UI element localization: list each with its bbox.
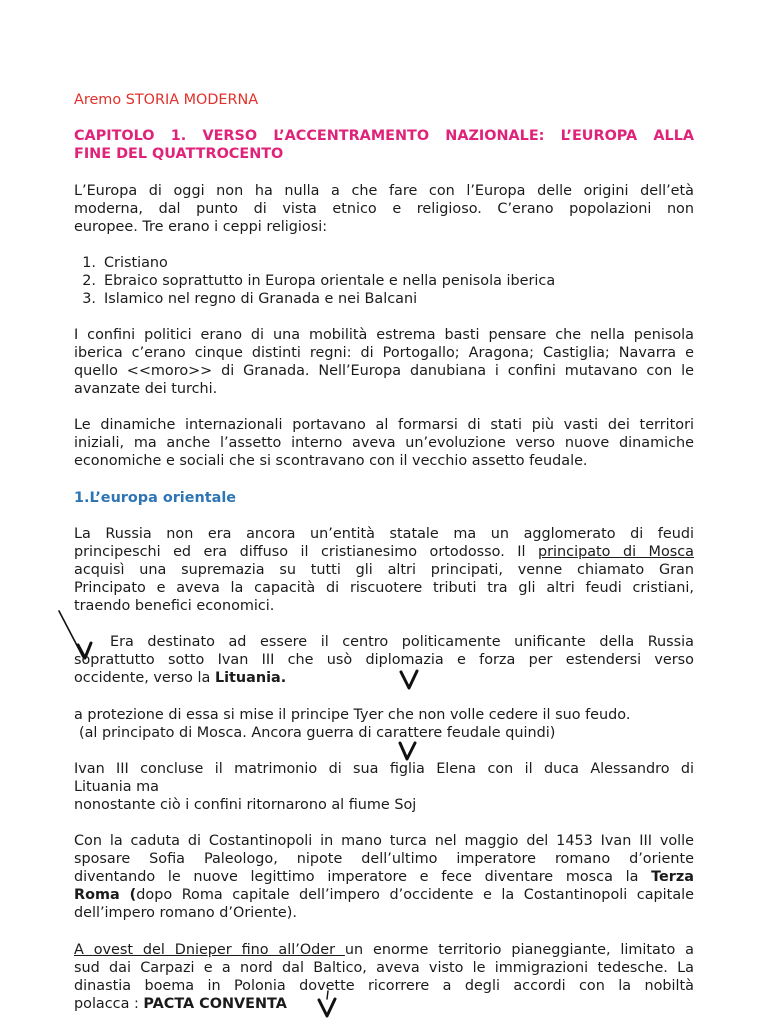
- paragraph-line: [74, 543, 694, 561]
- text-run: diventando le nuove legittimo imperatore e fece diventare mosca la: [74, 869, 652, 885]
- paragraph-line: Principato e aveva la capacità di riscuotere tributi tra gli altri feudi cristiani,: [74, 580, 694, 596]
- paragraph-line: sud dai Carpazi e a nord dal Baltico, aveva visto le immigrazioni tedesche. La: [74, 960, 694, 976]
- paragraph-line: acquisì una supremazia su tutti gli altri principati, venne chiamato Gran: [74, 562, 694, 578]
- section-heading: 1.L’europa orientale: [74, 490, 237, 506]
- paragraph-line: moderna, dal punto di vista etnico e religioso. C’erano popolazioni non: [74, 201, 694, 217]
- text-run: occidente, verso la: [74, 670, 215, 686]
- paragraph-line: nonostante ciò i confini ritornarono al fiume Soj: [74, 797, 417, 813]
- paragraph-line: avanzate dei turchi.: [74, 381, 218, 397]
- bold-term: Terza: [651, 869, 694, 885]
- underlined-phrase: principato di Mosca: [537, 544, 694, 560]
- paragraph-line: [74, 995, 694, 1013]
- list-item-text: Ebraico soprattutto in Europa orientale e nella penisola iberica: [104, 273, 556, 289]
- list-item: [72, 290, 692, 308]
- paragraph-line: [74, 669, 694, 687]
- checkmark-icon: [400, 743, 415, 759]
- paragraph-line: [74, 886, 694, 904]
- paragraph-line: Era destinato ad essere il centro politicamente unificante della Russia: [110, 634, 694, 650]
- paragraph-line: (al principato di Mosca. Ancora guerra di carattere feudale quindi): [79, 725, 556, 741]
- chapter-title-line: FINE DEL QUATTROCENTO: [74, 146, 284, 162]
- paragraph-line: I confini politici erano di una mobilità estrema basti pensare che nella penisola: [74, 327, 694, 343]
- list-number: 3.: [82, 291, 96, 307]
- paragraph-line: sposare Sofia Paleologo, nipote dell’ultimo imperatore romano d’oriente: [74, 851, 694, 867]
- chapter-title-line: CAPITOLO 1. VERSO L’ACCENTRAMENTO NAZIONALE: L’EUROPA ALLA: [74, 128, 694, 144]
- paragraph-line: [74, 868, 694, 886]
- text-run: principeschi ed era diffuso il cristianesimo ortodosso. Il: [74, 544, 538, 560]
- paragraph-line: Con la caduta di Costantinopoli in mano turca nel maggio del 1453 Ivan III volle: [74, 833, 694, 849]
- bold-term: Lituania.: [214, 670, 287, 686]
- bold-term: PACTA CONVENTA: [143, 996, 287, 1012]
- paragraph-line: [74, 941, 694, 959]
- paragraph-line: dell’impero romano d’Oriente).: [74, 905, 297, 921]
- underlined-phrase: A ovest del Dnieper fino all’Oder: [74, 942, 345, 958]
- paragraph-line: iberica c’erano cinque distinti regni: di Portogallo; Aragona; Castiglia; Navarra e: [74, 345, 694, 361]
- paragraph-line: Le dinamiche internazionali portavano al formarsi di stati più vasti dei territori: [74, 417, 694, 433]
- paragraph-line: traendo benefici economici.: [74, 598, 275, 614]
- course-label: Aremo STORIA MODERNA: [74, 92, 259, 108]
- paragraph-line: dinastia boema in Polonia dovette ricorrere a degli accordi con la nobiltà: [74, 978, 694, 994]
- paragraph-line: L’Europa di oggi non ha nulla a che fare con l’Europa delle origini dell’età: [74, 183, 694, 199]
- paragraph-line: quello <<moro>> di Granada. Nell’Europa danubiana i confini mutavano con le: [74, 363, 694, 379]
- text-run: polacca :: [74, 996, 144, 1012]
- paragraph-line: Ivan III concluse il matrimonio di sua figlia Elena con il duca Alessandro di: [74, 761, 694, 777]
- list-item: [72, 254, 692, 272]
- list-number: 2.: [82, 273, 96, 289]
- paragraph-line: economiche e sociali che si scontravano con il vecchio assetto feudale.: [74, 453, 588, 469]
- text-run: un enorme territorio pianeggiante, limitato a: [344, 942, 694, 958]
- paragraph-line: iniziali, ma anche l’assetto interno aveva un’evoluzione verso nuove dinamiche: [74, 435, 694, 451]
- paragraph-line: La Russia non era ancora un’entità statale ma un agglomerato di feudi: [74, 526, 694, 542]
- paragraph-line: soprattutto sotto Ivan III che usò diplomazia e forza per estendersi verso: [74, 652, 694, 668]
- bold-term: Roma (: [74, 887, 137, 903]
- paragraph-line: europee. Tre erano i ceppi religiosi:: [74, 219, 328, 235]
- list-item-text: Cristiano: [104, 255, 168, 271]
- text-run: dopo Roma capitale dell’impero d’occidente e la Costantinopoli capitale: [136, 887, 694, 903]
- list-item-text: Islamico nel regno di Granada e nei Balcani: [104, 291, 418, 307]
- paragraph-line: Lituania ma: [74, 779, 159, 795]
- paragraph-line: a protezione di essa si mise il principe Tyer che non volle cedere il suo feudo.: [74, 707, 631, 723]
- list-item: [72, 272, 692, 290]
- list-number: 1.: [82, 255, 96, 271]
